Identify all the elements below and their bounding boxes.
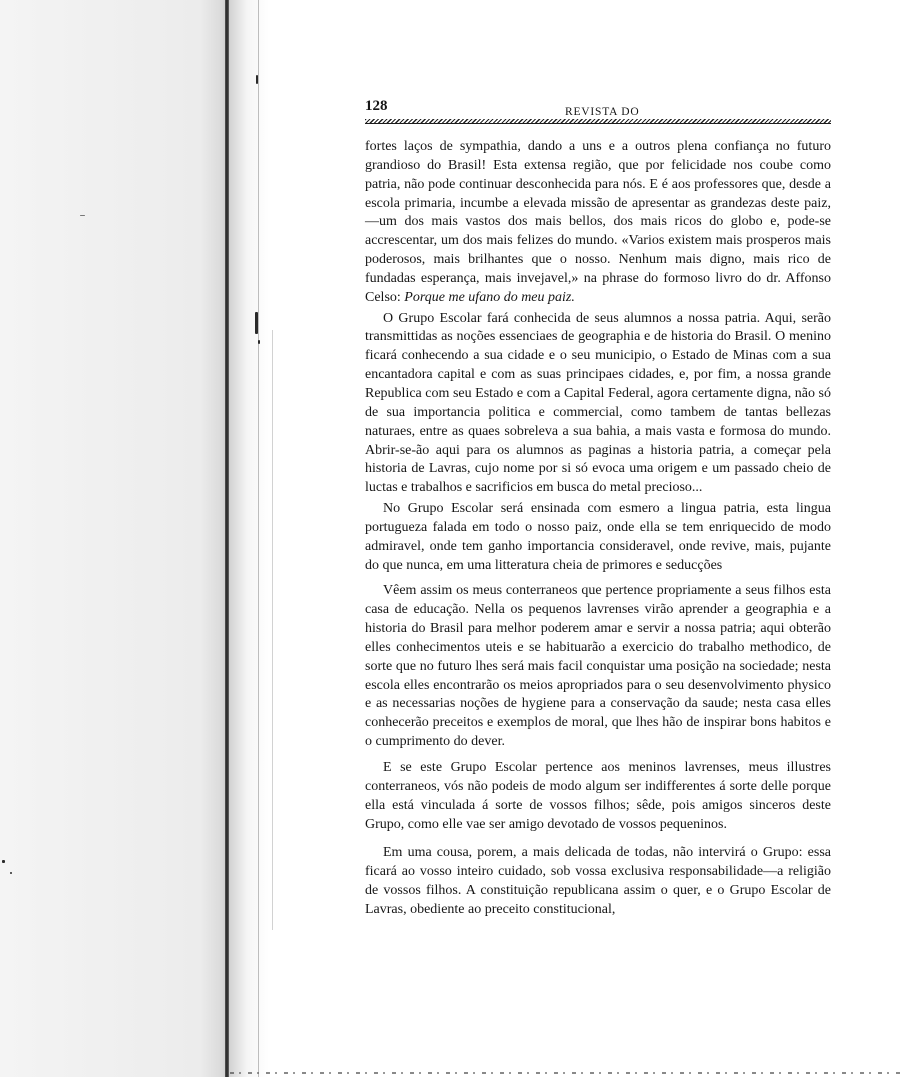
spine-shadow	[229, 0, 269, 1077]
paragraph	[365, 138, 831, 308]
scan-bottom-edge	[230, 1072, 905, 1074]
page-header	[365, 98, 831, 128]
scan-speck	[258, 340, 260, 344]
scan-speck	[2, 860, 5, 863]
paragraph: O Grupo Escolar fará conhecida de seus alumnos a nossa patria. Aqui, serão transmittidas as noções essenciaes de geographia e de historia do Brasil. O menino ficará conhecendo a sua cidade e o seu municipio, o Estado de Minas com a sua encantadora capital e com as suas principaes cidades, e, por fim, a nossa grande Republica com seu Estado e com a Capital Federal, agora certamente digna, não só de sua importancia politica e commercial, como tambem de tantas bellezas naturaes, entre as quaes sobreleva a sua bahia, a mais vasta e formosa do mundo. Abrir-se-ão aqui para os alumnos as paginas a historia patria, a começar pela historia de Lavras, cujo nome por si só evoca uma origem e um passado cheio de luctas e trabalhos e sacrificios em busca do metal precioso...	[365, 310, 831, 496]
paragraph: No Grupo Escolar será ensinada com esmero a lingua patria, esta lingua portugueza falada em todo o nosso paiz, onde ella se tem enriquecido de modo admiravel, onde tem ganho importancia consideravel, onde revive, mais, pujante do que nunca, em uma litteratura cheia de primores e seducções	[365, 501, 831, 573]
scan-speck	[80, 215, 85, 216]
paragraph: E se este Grupo Escolar pertence aos meninos lavrenses, meus illustres conterraneos, vós não podeis de modo algum ser indifferentes á sorte delle porque ella está vinculada á sorte de vossos filhos; sêde, pois amigos sinceros deste Grupo, como elle vae ser amigo devotado de vossos pequeninos.	[365, 760, 831, 832]
running-title: REVISTA DO	[565, 106, 640, 118]
page-number: 128	[365, 98, 388, 114]
paragraph: Em uma cousa, porem, a mais delicada de todas, não intervirá o Grupo: essa ficará ao vosso inteiro cuidado, sob vossa exclusiva responsabilidade—a religião de vossos filhos. A constituição republicana assim o quer, e o Grupo Escolar de Lavras, obediente ao preceito constitucional,	[365, 845, 831, 917]
scan-speck	[10, 872, 12, 874]
paragraph-text: fortes laços de sympathia, dando a uns e a outros plena confiança no futuro grandioso do Brasil! Esta extensa região, que por felicidade nos coube como patria, não pode continuar desconhecida para nós. E é aos professores que, desde a escola primaria, incumbe a elevada missão de apresentar as grandezas deste paiz,—um dos mais vastos dos mais bellos, dos mais ricos do globo e, pode-se accrescentar, um dos mais felizes do mundo. «Varios existem mais prosperos mais poderosos, mais brilhantes que o nosso. Nenhum mais digno, mais rico de fundadas esperança, mais invejavel,» na phrase do formoso livro do dr. Affonso Celso:	[365, 139, 831, 305]
header-rule	[365, 119, 831, 124]
page-body	[365, 138, 831, 920]
scan-left-margin	[0, 0, 225, 1077]
scan-artifact-line	[272, 330, 273, 930]
scan-artifact-line	[258, 0, 259, 1077]
paragraph: Vêem assim os meus conterraneos que pertence propriamente a seus filhos esta casa de educação. Nella os pequenos lavrenses virão aprender a geographia e a historia do Brasil para melhor poderem amar e servir a nossa patria; aqui obterão elles conhecimentos uteis e se habituarão a exercicio do trabalho methodico, de sorte que no futuro lhes será mais facil conquistar uma posição na sociedade; nesta escola elles encontrarão os meios apropriados para o seu desenvolvimento physico e as necessarias noções de hygiene para a conservação da saude; nesta casa elles conhecerão preceitos e exemplos de moral, que lhes hão de inspirar bons habitos e o cumprimento do dever.	[365, 583, 831, 750]
book-title: Porque me ufano do meu paiz.	[404, 289, 575, 305]
scan-speck	[256, 75, 258, 84]
scan-speck	[255, 312, 258, 334]
